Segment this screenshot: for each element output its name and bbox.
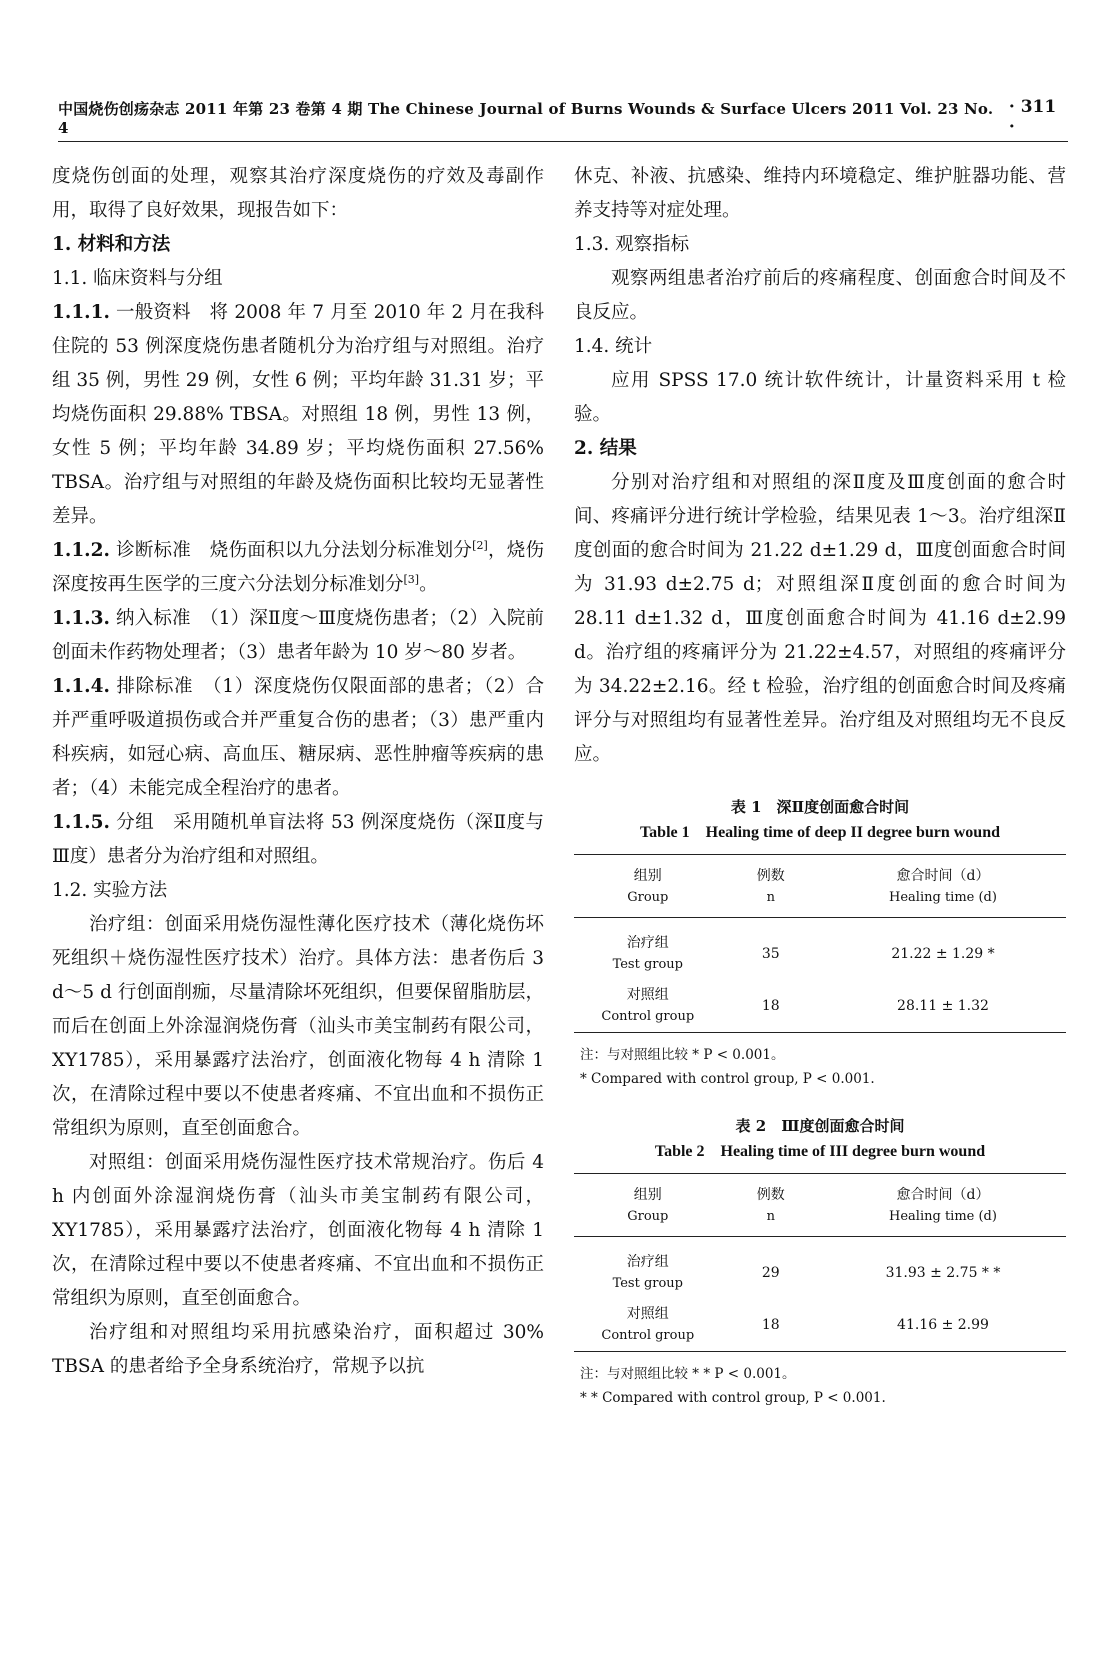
table1-title-en: Table 1 Healing time of deep II degree burn wound xyxy=(639,824,1001,841)
para-inclusion: 1.1.3. 纳入标准 （1）深Ⅱ度～Ⅲ度烧伤患者；（2）入院前创面未作药物处理者；（3）患者年龄为 10 岁～80 岁者。 xyxy=(52,608,544,663)
table-row xyxy=(574,1299,1066,1352)
subsection-heading-observation: 1.3. 观察指标 xyxy=(574,234,690,255)
table2 xyxy=(574,1173,1066,1352)
table-cell-time: 31.93 ± 2.75 * * xyxy=(885,1265,1001,1281)
citation-ref: [3] xyxy=(403,572,420,586)
table1-header-time: 愈合时间（d） Healing time (d) xyxy=(889,868,997,905)
section-heading-results: 2. 结果 xyxy=(574,438,637,459)
table2-title-zh: 表 2 Ⅲ度创面愈合时间 xyxy=(735,1117,905,1135)
table1-header-n: 例数 n xyxy=(756,868,785,905)
table2-header-group: 组别 Group xyxy=(627,1187,669,1224)
table2-header-n: 例数 n xyxy=(756,1187,785,1224)
page-number: · 311 · xyxy=(1008,97,1057,137)
para-grouping: 1.1.5. 分组 采用随机单盲法将 53 例深度烧伤（深Ⅱ度与Ⅲ度）患者分为治疗组和对照组。 xyxy=(52,812,544,867)
running-header xyxy=(58,97,1068,142)
para-continuation: 休克、补液、抗感染、维持内环境稳定、维护脏器功能、营养支持等对症处理。 xyxy=(574,166,1066,221)
right-column xyxy=(574,160,1066,1410)
table-cell-time: 41.16 ± 2.99 xyxy=(897,1317,989,1333)
table-cell-time: 21.22 ± 1.29 * xyxy=(891,946,995,962)
table-cell-group: 治疗组 Test group xyxy=(612,1254,684,1291)
table2-title-en: Table 2 Healing time of III degree burn wound xyxy=(654,1143,986,1160)
section-heading-methods: 1. 材料和方法 xyxy=(52,234,171,255)
table-cell-n: 29 xyxy=(761,1265,780,1281)
table-cell-n: 18 xyxy=(761,998,780,1014)
table-cell-group: 对照组 Control group xyxy=(601,1306,695,1343)
left-column xyxy=(52,160,544,1384)
table1-header-group: 组别 Group xyxy=(627,868,669,905)
table-cell-group: 治疗组 Test group xyxy=(612,935,684,972)
table-cell-group: 对照组 Control group xyxy=(601,987,695,1024)
table2-caption xyxy=(574,1113,1066,1165)
table-cell-n: 35 xyxy=(761,946,780,962)
para-general-info: 1.1.1. 一般资料 将 2008 年 7 月至 2010 年 2 月在我科住院的 53 例深度烧伤患者随机分为治疗组与对照组。治疗组 35 例，男性 29 例，女性 6 例；平均年龄 31.31 岁；平均烧伤面积 29.88% TBSA。对照组 18 例，男性 13 例，女性 5 例；平均年龄 34.89 岁；平均烧伤面积 27.56% TBSA。治疗组与对照组的年龄及烧伤面积比较均无显著性差异。 xyxy=(52,302,544,527)
table-row xyxy=(574,918,1066,981)
para-results: 分别对治疗组和对照组的深Ⅱ度及Ⅲ度创面的愈合时间、疼痛评分进行统计学检验，结果见表 1～3。治疗组深Ⅱ度创面的愈合时间为 21.22 d±1.29 d，Ⅲ度创面愈合时间为 31.93 d±2.75 d；对照组深Ⅱ度创面的愈合时间为 28.11 d±1.32 d，Ⅲ度创面愈合时间为 41.16 d±2.99 d。治疗组的疼痛评分为 21.22±4.57，对照组的疼痛评分为 34.22±2.16。经 t 检验，治疗组的创面愈合时间及疼痛评分与对照组均有显著性差异。治疗组及对照组均无不良反应。 xyxy=(574,472,1066,765)
para-statistics: 应用 SPSS 17.0 统计软件统计，计量资料采用 t 检验。 xyxy=(574,370,1066,425)
para-observation: 观察两组患者治疗前后的疼痛程度、创面愈合时间及不良反应。 xyxy=(574,268,1066,323)
table-row xyxy=(574,1237,1066,1300)
table1-title-zh: 表 1 深Ⅱ度创面愈合时间 xyxy=(730,798,910,816)
table2-header-time: 愈合时间（d） Healing time (d) xyxy=(889,1187,997,1224)
subsection-heading-methods: 1.2. 实验方法 xyxy=(52,880,168,901)
table1 xyxy=(574,854,1066,1033)
para-diagnosis: 1.1.2. 诊断标准 烧伤面积以九分法划分标准划分[2]，烧伤深度按再生医学的三度六分法划分标准划分[3]。 xyxy=(52,538,544,595)
table1-caption xyxy=(574,794,1066,846)
table-cell-time: 28.11 ± 1.32 xyxy=(897,998,989,1014)
para-exclusion: 1.1.4. 排除标准 （1）深度烧伤仅限面部的患者；（2）合并严重呼吸道损伤或合并严重复合伤的患者；（3）患严重内科疾病，如冠心病、高血压、糖尿病、恶性肿瘤等疾病的患者；（4）未能完成全程治疗的患者。 xyxy=(52,676,544,799)
table2-note: 注：与对照组比较 * * P < 0.001。 * * Compared with control group, P < 0.001. xyxy=(580,1366,886,1406)
table1-note: 注：与对照组比较 * P < 0.001。 * Compared with control group, P < 0.001. xyxy=(580,1047,875,1087)
para-treatment-group: 治疗组：创面采用烧伤湿性薄化医疗技术（薄化烧伤坏死组织＋烧伤湿性医疗技术）治疗。具体方法：患者伤后 3 d～5 d 行创面削痂，尽量清除坏死组织，但要保留脂肪层，而后在创面上外涂湿润烧伤膏（汕头市美宝制药有限公司，XY1785），采用暴露疗法治疗，创面液化物每 4 h 清除 1 次，在清除过程中要以不使患者疼痛、不宜出血和不损伤正常组织为原则，直至创面愈合。 xyxy=(52,914,544,1139)
para-control-group: 对照组：创面采用烧伤湿性医疗技术常规治疗。伤后 4 h 内创面外涂湿润烧伤膏（汕头市美宝制药有限公司，XY1785），采用暴露疗法治疗，创面液化物每 4 h 清除 1 次，在清除过程中要以不使患者疼痛、不宜出血和不损伤正常组织为原则，直至创面愈合。 xyxy=(52,1152,544,1309)
intro-continuation: 度烧伤创面的处理，观察其治疗深度烧伤的疗效及毒副作用，取得了良好效果，现报告如下： xyxy=(52,166,544,221)
table-cell-n: 18 xyxy=(761,1317,780,1333)
para-both-groups: 治疗组和对照组均采用抗感染治疗，面积超过 30% TBSA 的患者给予全身系统治疗，常规予以抗 xyxy=(52,1322,544,1377)
subsection-heading-statistics: 1.4. 统计 xyxy=(574,336,653,357)
journal-citation: 中国烧伤创疡杂志 2011 年第 23 卷第 4 期 The Chinese Journal of Burns Wounds & Surface Ulcers 2011 Vol. 23 No. 4 xyxy=(58,100,994,137)
table-row xyxy=(574,980,1066,1033)
subsection-heading-clinical: 1.1. 临床资料与分组 xyxy=(52,268,223,289)
citation-ref: [2] xyxy=(472,538,488,552)
